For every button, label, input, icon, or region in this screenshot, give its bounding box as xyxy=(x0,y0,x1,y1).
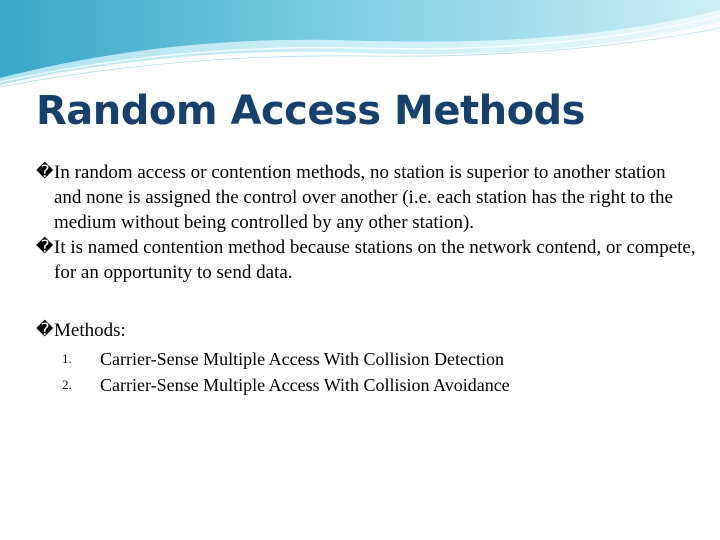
header-wave-decoration xyxy=(0,0,720,90)
method-number: 2. xyxy=(62,377,72,392)
method-text: Carrier-Sense Multiple Access With Collision Avoidance xyxy=(100,375,510,395)
bullet-glyph-icon: � xyxy=(36,237,54,257)
slide-body xyxy=(36,160,696,398)
bullet-glyph-icon: � xyxy=(36,162,54,182)
method-text: Carrier-Sense Multiple Access With Collision Detection xyxy=(100,349,505,369)
bullet-text: In random access or contention methods, no station is superior to another station and none is assigned the control over another (i.e. each station has the right to the medium without being controlled by any other station). xyxy=(54,162,673,233)
bullet-item xyxy=(36,235,696,285)
bullet-glyph-icon: � xyxy=(36,320,54,340)
bullet-item xyxy=(36,160,696,235)
slide-title: Random Access Methods xyxy=(36,88,585,134)
method-item xyxy=(36,372,696,398)
methods-list xyxy=(36,346,696,398)
bullet-text: It is named contention method because stations on the network contend, or compete, for an opportunity to send data. xyxy=(54,237,696,283)
methods-heading-item xyxy=(36,318,696,343)
method-item xyxy=(36,346,696,372)
method-number: 1. xyxy=(62,351,72,366)
methods-heading: Methods: xyxy=(54,320,126,341)
